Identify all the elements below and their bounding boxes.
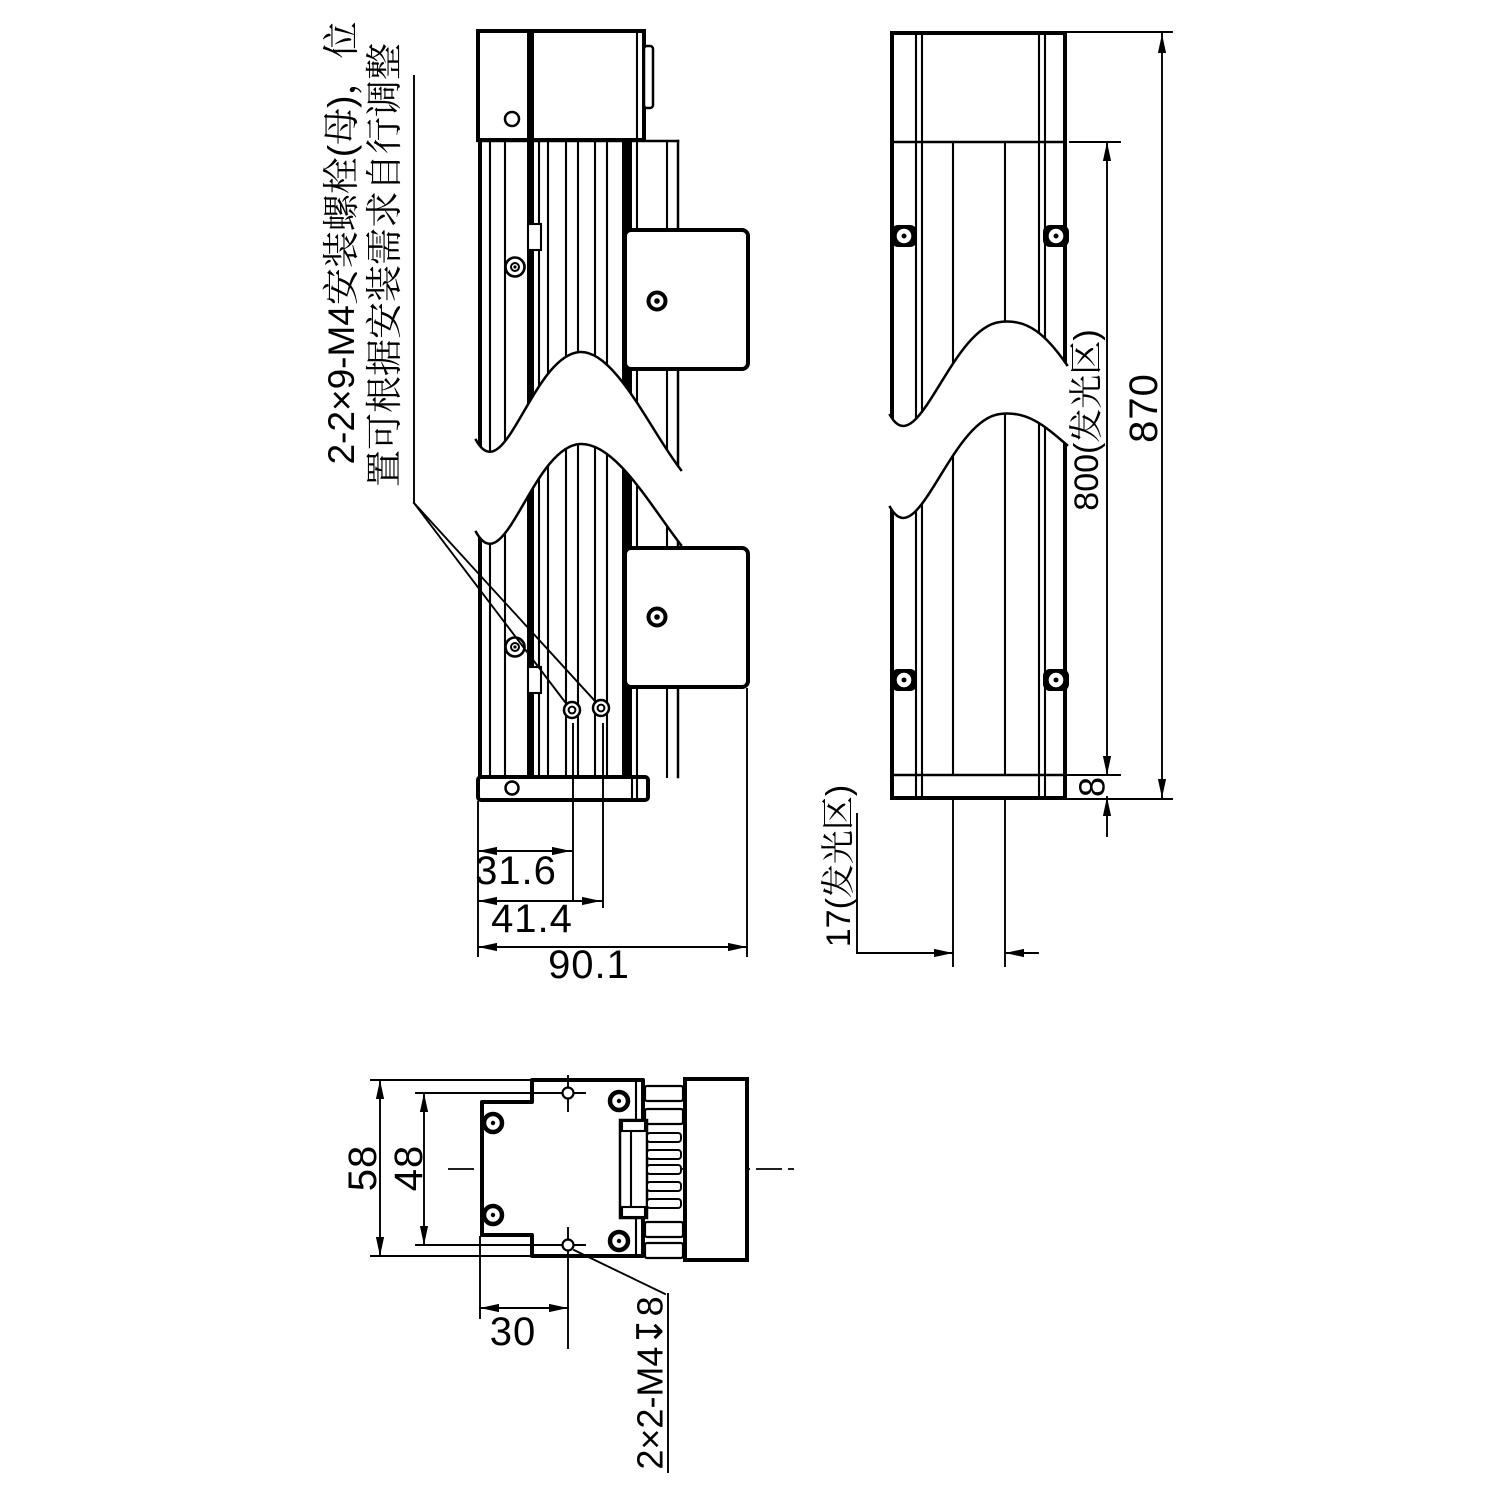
slot-notch <box>528 667 541 693</box>
face-screw <box>1043 669 1069 691</box>
mounting-bolt <box>564 702 580 718</box>
socket-screw <box>484 1114 502 1132</box>
connector-pins <box>647 1133 681 1208</box>
dim-text-41-4: 41.4 <box>491 897 573 941</box>
cap-hole <box>506 782 519 795</box>
mounting-bracket-lower <box>625 548 748 687</box>
dim-800 <box>1067 142 1120 775</box>
dim-text-30: 30 <box>489 1310 537 1354</box>
side-screw <box>506 258 525 277</box>
face-screw <box>891 225 917 247</box>
slot-notch <box>528 224 541 250</box>
dim-text-48: 48 <box>387 1144 431 1192</box>
bracket-plate-edge <box>685 1079 747 1260</box>
connector <box>620 1120 681 1218</box>
bottom-end-cap <box>478 777 648 800</box>
dim-text-17: 17(发光区) <box>819 784 858 948</box>
thread-callout-text: 2×2-M4↧8 <box>629 1296 671 1470</box>
dim-8 <box>1072 777 1113 836</box>
top-end-cap <box>478 31 653 140</box>
dim-text-90-1: 90.1 <box>548 943 630 987</box>
cap-rib <box>644 46 653 108</box>
socket-screw <box>610 1092 628 1110</box>
dim-text-8: 8 <box>1071 776 1113 798</box>
annotation-line-2: 置可根据安装需求自行调整 <box>363 43 405 487</box>
socket-screw <box>484 1206 502 1224</box>
side-screw <box>506 638 525 657</box>
dim-41-4 <box>478 724 603 941</box>
thread-callout <box>574 1250 671 1472</box>
front-view <box>820 32 1172 966</box>
side-view <box>475 31 748 987</box>
dim-90-1 <box>478 689 747 987</box>
annotation-line-1: 2-2×9-M4安装螺栓(母)，位 <box>320 21 362 465</box>
face-screw <box>891 669 917 691</box>
face-screw <box>1043 225 1069 247</box>
mounting-bracket-upper <box>625 230 748 369</box>
mounting-bolt <box>593 700 609 716</box>
end-view <box>341 1076 800 1472</box>
dim-text-800: 800(发光区) <box>1067 329 1106 511</box>
cap-hole <box>505 112 519 126</box>
dim-17 <box>820 785 1038 966</box>
socket-screw <box>610 1232 628 1250</box>
dim-text-31-6: 31.6 <box>475 849 557 893</box>
dim-text-870: 870 <box>1122 373 1166 443</box>
dim-text-58: 58 <box>341 1144 385 1192</box>
